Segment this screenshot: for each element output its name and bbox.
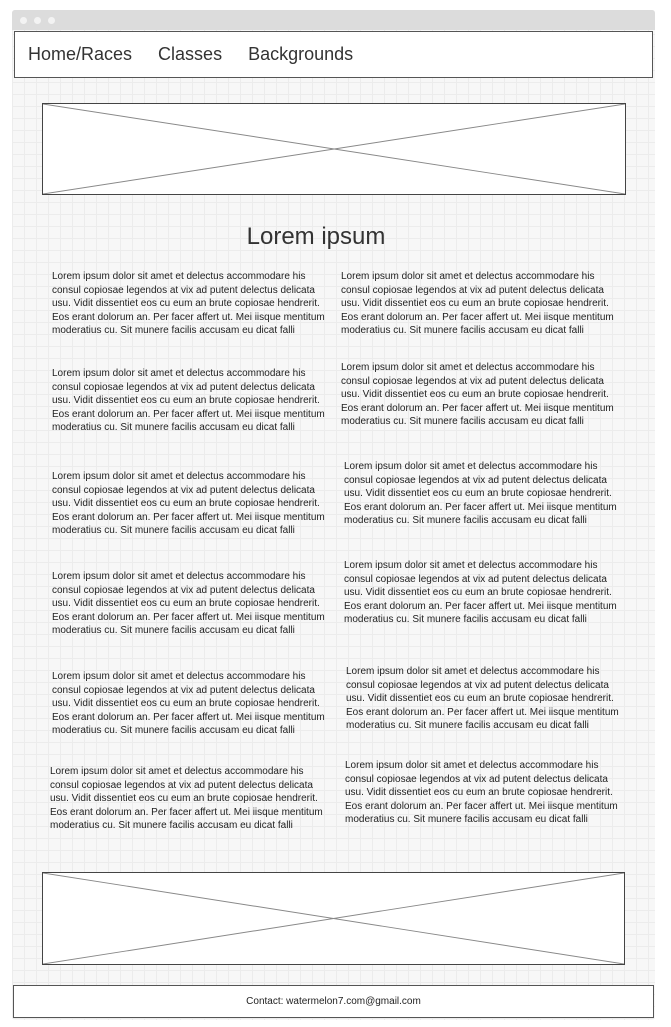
paragraph-right-6: Lorem ipsum dolor sit amet et delectus accommodare his consul copiosae legendos at vix ad putent delectus delicata usu. Vidit dissentiet eos cu eum an brute copiosae hendrerit. Eos erant dolorum an. Per facer affert ut. Mei iisque mentitum moderatius cu. Sit munere facilis accusam eu dicat falli [345, 760, 618, 825]
window-titlebar [12, 10, 655, 30]
paragraph-left-1: Lorem ipsum dolor sit amet et delectus accommodare his consul copiosae legendos at vix ad putent delectus delicata usu. Vidit dissentiet eos cu eum an brute copiosae hendrerit. Eos erant dolorum an. Per facer affert ut. Mei iisque mentitum moderatius cu. Sit munere facilis accusam eu dicat falli [52, 271, 325, 336]
paragraph-left-3: Lorem ipsum dolor sit amet et delectus accommodare his consul copiosae legendos at vix ad putent delectus delicata usu. Vidit dissentiet eos cu eum an brute copiosae hendrerit. Eos erant dolorum an. Per facer affert ut. Mei iisque mentitum moderatius cu. Sit munere facilis accusam eu dicat falli [52, 471, 325, 536]
paragraph-left-5: Lorem ipsum dolor sit amet et delectus accommodare his consul copiosae legendos at vix ad putent delectus delicata usu. Vidit dissentiet eos cu eum an brute copiosae hendrerit. Eos erant dolorum an. Per facer affert ut. Mei iisque mentitum moderatius cu. Sit munere facilis accusam eu dicat falli [52, 671, 325, 736]
window-dot-icon [48, 17, 55, 24]
top-navigation [14, 31, 653, 78]
nav-link-classes[interactable]: Classes [158, 44, 223, 64]
page-footer [13, 985, 654, 1018]
window-dot-icon [20, 17, 27, 24]
nav-link-home-races[interactable]: Home/Races [28, 44, 133, 64]
paragraph-right-2: Lorem ipsum dolor sit amet et delectus accommodare his consul copiosae legendos at vix ad putent delectus delicata usu. Vidit dissentiet eos cu eum an brute copiosae hendrerit. Eos erant dolorum an. Per facer affert ut. Mei iisque mentitum moderatius cu. Sit munere facilis accusam eu dicat falli [341, 362, 614, 427]
paragraph-left-4: Lorem ipsum dolor sit amet et delectus accommodare his consul copiosae legendos at vix ad putent delectus delicata usu. Vidit dissentiet eos cu eum an brute copiosae hendrerit. Eos erant dolorum an. Per facer affert ut. Mei iisque mentitum moderatius cu. Sit munere facilis accusam eu dicat falli [52, 571, 325, 636]
paragraph-left-6: Lorem ipsum dolor sit amet et delectus accommodare his consul copiosae legendos at vix ad putent delectus delicata usu. Vidit dissentiet eos cu eum an brute copiosae hendrerit. Eos erant dolorum an. Per facer affert ut. Mei iisque mentitum moderatius cu. Sit munere facilis accusam eu dicat falli [50, 766, 323, 831]
nav-link-backgrounds[interactable]: Backgrounds [248, 44, 354, 64]
page-title: Lorem ipsum [246, 223, 386, 250]
footer-image-placeholder [42, 872, 625, 965]
contact-email[interactable]: Contact: watermelon7.com@gmail.com [246, 996, 421, 1007]
paragraph-left-2: Lorem ipsum dolor sit amet et delectus accommodare his consul copiosae legendos at vix ad putent delectus delicata usu. Vidit dissentiet eos cu eum an brute copiosae hendrerit. Eos erant dolorum an. Per facer affert ut. Mei iisque mentitum moderatius cu. Sit munere facilis accusam eu dicat falli [52, 368, 325, 433]
window-dot-icon [34, 17, 41, 24]
paragraph-right-4: Lorem ipsum dolor sit amet et delectus accommodare his consul copiosae legendos at vix ad putent delectus delicata usu. Vidit dissentiet eos cu eum an brute copiosae hendrerit. Eos erant dolorum an. Per facer affert ut. Mei iisque mentitum moderatius cu. Sit munere facilis accusam eu dicat falli [344, 560, 617, 625]
header-image-placeholder [42, 103, 626, 195]
image-placeholder-icon [43, 873, 624, 964]
paragraph-right-3: Lorem ipsum dolor sit amet et delectus accommodare his consul copiosae legendos at vix ad putent delectus delicata usu. Vidit dissentiet eos cu eum an brute copiosae hendrerit. Eos erant dolorum an. Per facer affert ut. Mei iisque mentitum moderatius cu. Sit munere facilis accusam eu dicat falli [344, 461, 617, 526]
browser-window [12, 10, 655, 1020]
image-placeholder-icon [43, 104, 625, 194]
paragraph-right-5: Lorem ipsum dolor sit amet et delectus accommodare his consul copiosae legendos at vix ad putent delectus delicata usu. Vidit dissentiet eos cu eum an brute copiosae hendrerit. Eos erant dolorum an. Per facer affert ut. Mei iisque mentitum moderatius cu. Sit munere facilis accusam eu dicat falli [346, 666, 619, 731]
paragraph-right-1: Lorem ipsum dolor sit amet et delectus accommodare his consul copiosae legendos at vix ad putent delectus delicata usu. Vidit dissentiet eos cu eum an brute copiosae hendrerit. Eos erant dolorum an. Per facer affert ut. Mei iisque mentitum moderatius cu. Sit munere facilis accusam eu dicat falli [341, 271, 614, 336]
